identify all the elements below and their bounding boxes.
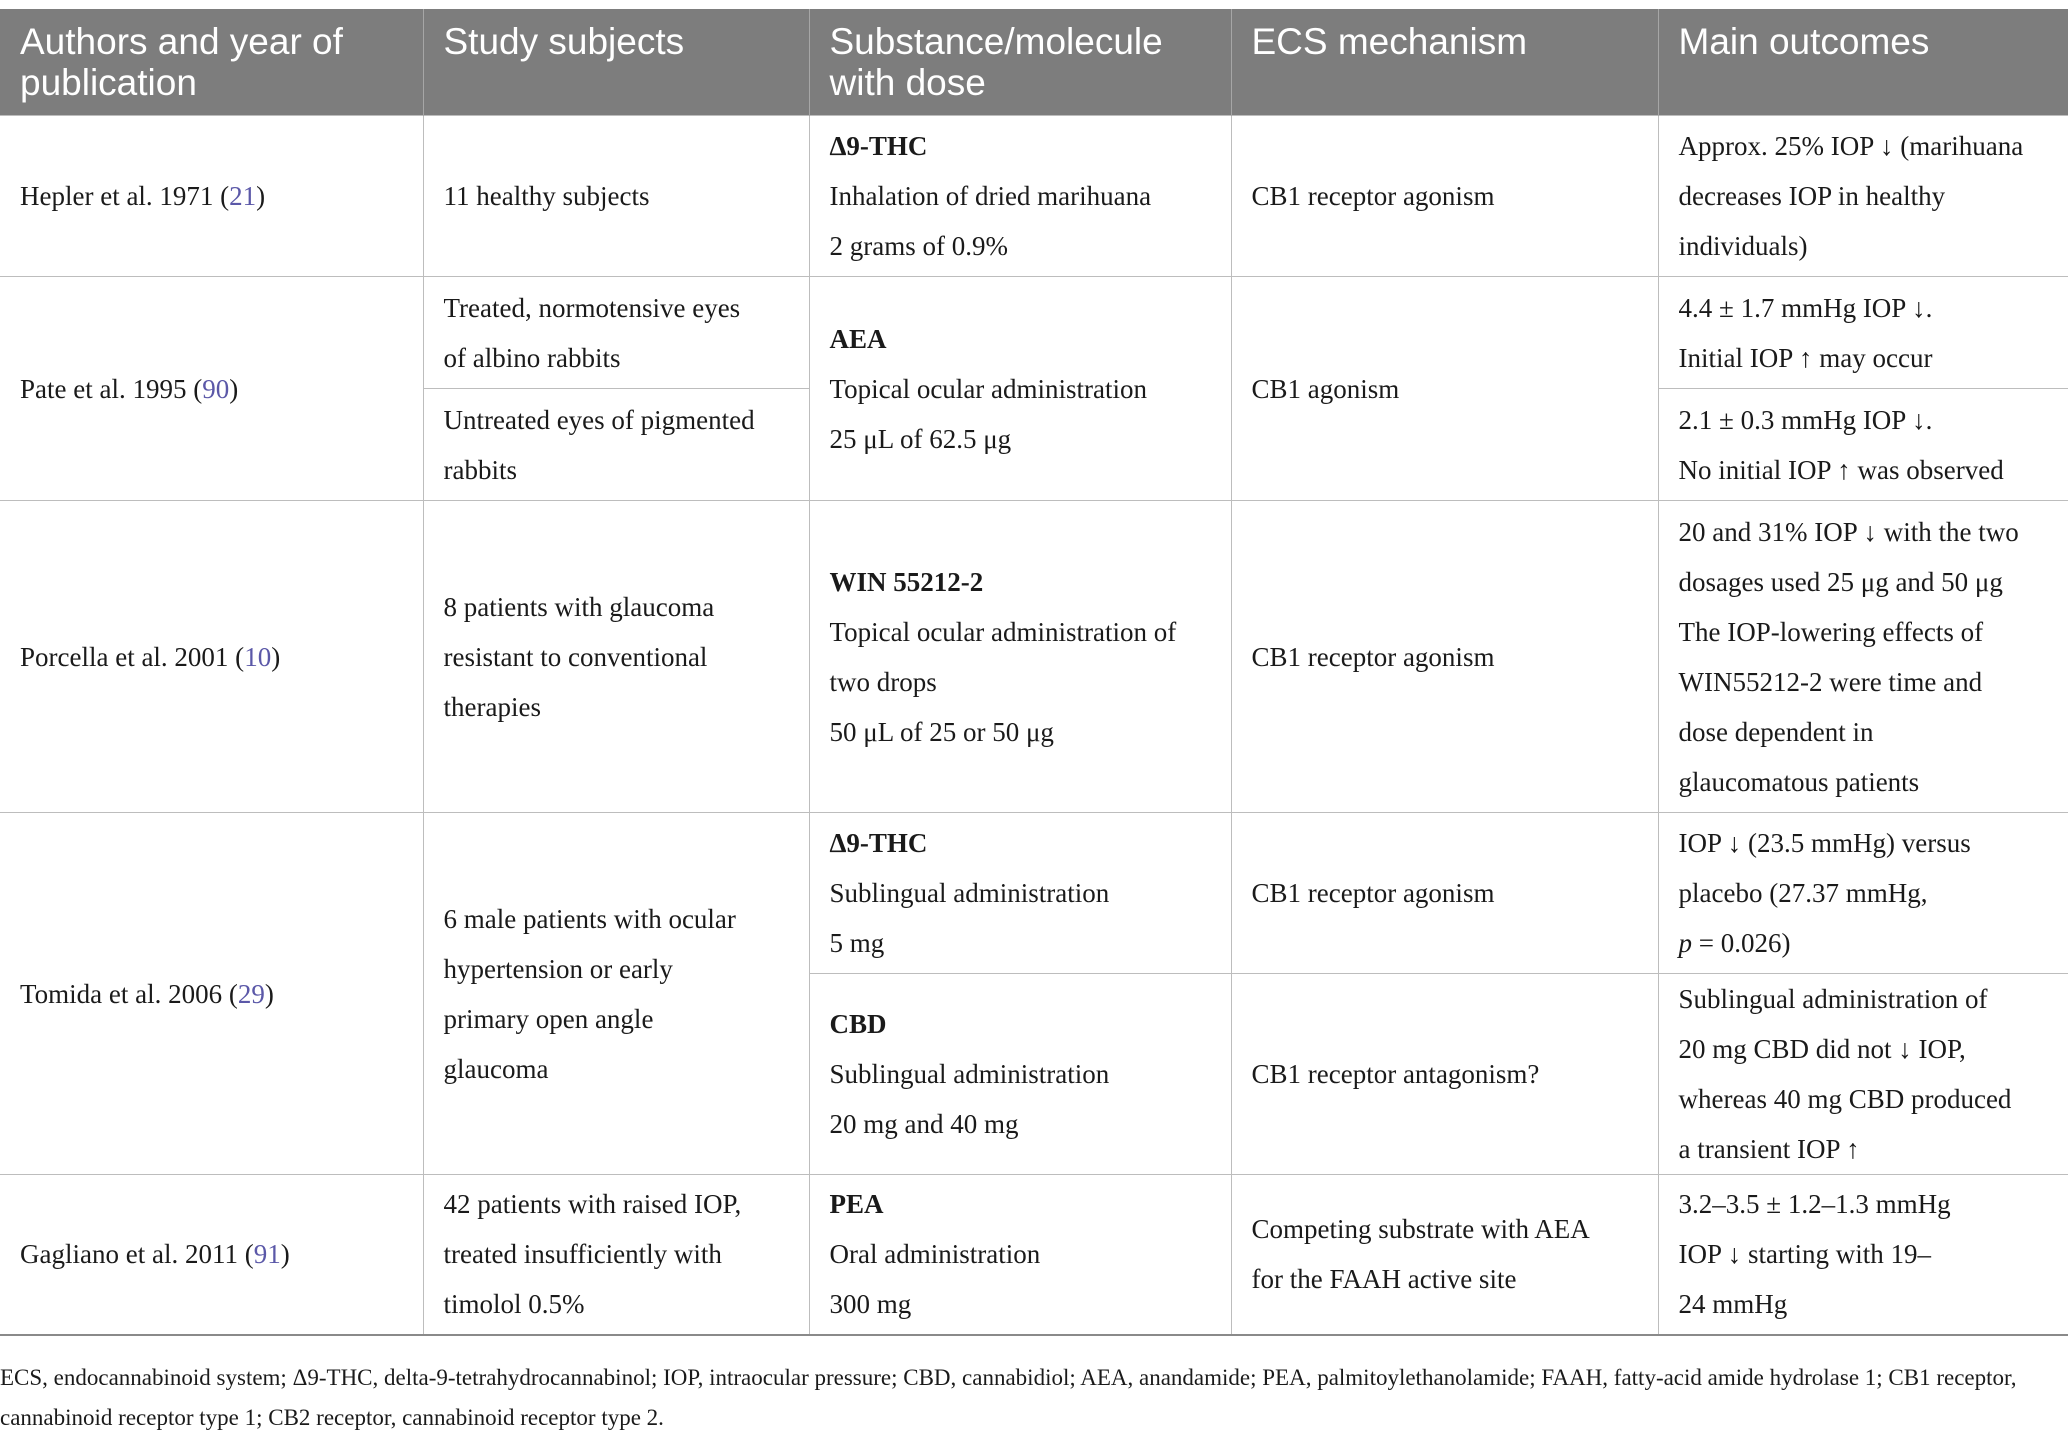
mechanism-cell: CB1 agonism	[1231, 277, 1658, 501]
study-table	[0, 9, 2068, 1336]
author-cell: Gagliano et al. 2011 (91)	[0, 1175, 423, 1335]
header-substance: Substance/molecule with dose	[809, 9, 1231, 116]
reference-link[interactable]: 91	[253, 1239, 281, 1270]
outcome-cell: 2.1 ± 0.3 mmHg IOP ↓. No initial IOP ↑ was observed	[1658, 389, 2068, 501]
mechanism-cell: CB1 receptor agonism	[1231, 813, 1658, 974]
subjects-cell: 11 healthy subjects	[423, 116, 809, 277]
outcome-cell: Sublingual administration of 20 mg CBD did not ↓ IOP, whereas 40 mg CBD produced a transient IOP ↑	[1658, 974, 2068, 1175]
reference-link[interactable]: 21	[229, 181, 257, 211]
header-row	[0, 9, 2068, 116]
mechanism-cell: CB1 receptor agonism	[1231, 116, 1658, 277]
table-row	[0, 501, 2068, 813]
substance-cell: AEA Topical ocular administration 25 μL of 62.5 μg	[809, 277, 1231, 501]
substance-cell: WIN 55212-2 Topical ocular administration of two drops 50 μL of 25 or 50 μg	[809, 501, 1231, 813]
table-row	[0, 1175, 2068, 1335]
subjects-cell: 42 patients with raised IOP, treated insufficiently with timolol 0.5%	[423, 1175, 809, 1335]
subjects-cell: Untreated eyes of pigmented rabbits	[423, 389, 809, 501]
table-row	[0, 813, 2068, 974]
author-cell: Pate et al. 1995 (90)	[0, 277, 423, 501]
header-subjects: Study subjects	[423, 9, 809, 116]
substance-cell: PEA Oral administration 300 mg	[809, 1175, 1231, 1335]
author-cell: Porcella et al. 2001 (10)	[0, 501, 423, 813]
substance-cell: Δ9-THC Sublingual administration 5 mg	[809, 813, 1231, 974]
subjects-cell: Treated, normotensive eyes of albino rabbits	[423, 277, 809, 389]
outcome-cell: Approx. 25% IOP ↓ (marihuana decreases IOP in healthy individuals)	[1658, 116, 2068, 277]
reference-link[interactable]: 10	[244, 641, 272, 672]
header-authors: Authors and year of publication	[0, 9, 423, 116]
outcome-cell: IOP ↓ (23.5 mmHg) versus placebo (27.37 mmHg, p = 0.026)	[1658, 813, 2068, 974]
reference-link[interactable]: 90	[202, 373, 230, 404]
author-cell: Hepler et al. 1971 (21)	[0, 116, 423, 277]
header-outcomes: Main outcomes	[1658, 9, 2068, 116]
author-cell: Tomida et al. 2006 (29)	[0, 813, 423, 1175]
mechanism-cell: CB1 receptor agonism	[1231, 501, 1658, 813]
table-footnote: ECS, endocannabinoid system; Δ9-THC, delta-9-tetrahydrocannabinol; IOP, intraocular pressure; CBD, cannabidiol; AEA, anandamide; PEA, palmitoylethanolamide; FAAH, fatty-acid amide hydrolase 1; CB1 receptor, cannabinoid receptor type 1; CB2 receptor, cannabinoid receptor type 2.	[0, 1365, 2017, 1430]
mechanism-cell: CB1 receptor antagonism?	[1231, 974, 1658, 1175]
subjects-cell: 8 patients with glaucoma resistant to conventional therapies	[423, 501, 809, 813]
table-row	[0, 277, 2068, 389]
subjects-cell: 6 male patients with ocular hypertension or early primary open angle glaucoma	[423, 813, 809, 1175]
outcome-cell: 20 and 31% IOP ↓ with the two dosages used 25 μg and 50 μg The IOP-lowering effects of WIN55212-2 were time and dose dependent in glaucomatous patients	[1658, 501, 2068, 813]
mechanism-cell: Competing substrate with AEA for the FAAH active site	[1231, 1175, 1658, 1335]
outcome-cell: 3.2–3.5 ± 1.2–1.3 mmHg IOP ↓ starting with 19– 24 mmHg	[1658, 1175, 2068, 1335]
table-row	[0, 116, 2068, 277]
header-mechanism: ECS mechanism	[1231, 9, 1658, 116]
substance-cell: Δ9-THC Inhalation of dried marihuana 2 grams of 0.9%	[809, 116, 1231, 277]
outcome-cell: 4.4 ± 1.7 mmHg IOP ↓. Initial IOP ↑ may occur	[1658, 277, 2068, 389]
reference-link[interactable]: 29	[237, 978, 265, 1009]
substance-cell: CBD Sublingual administration 20 mg and 40 mg	[809, 974, 1231, 1175]
